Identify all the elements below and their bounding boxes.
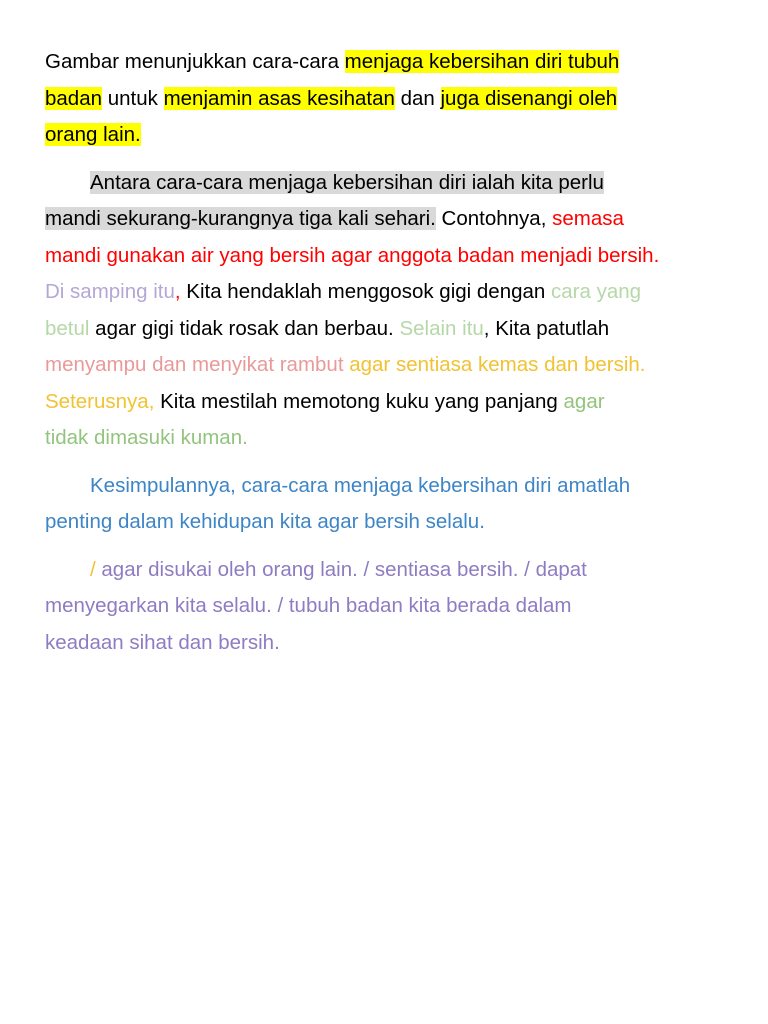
highlighted-text: juga disenangi oleh: [440, 86, 618, 110]
colored-text: penting dalam kehidupan kita agar bersih selalu.: [45, 510, 485, 533]
text-span: Gambar menunjukkan cara-cara: [45, 50, 345, 73]
highlighted-text: Antara cara-cara menjaga kebersihan diri ialah kita perlu: [90, 170, 604, 194]
text-span: Contohnya,: [435, 207, 553, 230]
paragraph-intro: [45, 44, 745, 154]
highlighted-text: orang lain.: [45, 123, 141, 146]
colored-text: menyegarkan kita selalu. / tubuh badan kita berada dalam: [45, 594, 572, 617]
colored-text: Seterusnya,: [45, 389, 155, 413]
text-span: agar gigi tidak rosak dan berbau.: [89, 316, 400, 340]
colored-text: agar: [563, 389, 605, 413]
text-line: [45, 238, 745, 275]
colored-text: keadaan sihat dan bersih.: [45, 630, 280, 654]
text-span: untuk: [102, 86, 164, 110]
document-page: [45, 44, 745, 661]
text-span: Kita mestilah memotong kuku yang panjang: [154, 389, 564, 413]
text-line: [45, 468, 745, 505]
colored-text: menyampu dan menyikat rambut: [45, 353, 344, 376]
text-line: [45, 347, 745, 384]
colored-text: /: [90, 557, 96, 581]
colored-text: Di samping itu: [45, 280, 175, 303]
text-line: [45, 588, 745, 625]
highlighted-text: menjaga kebersihan diri tubuh: [344, 50, 620, 73]
text-line: [45, 81, 745, 118]
paragraph-notes: [45, 552, 745, 662]
colored-text: agar sentiasa kemas dan bersih.: [343, 353, 646, 376]
colored-text: Kesimpulannya, cara-cara menjaga kebersihan diri amatlah: [90, 473, 631, 497]
paragraph-body: [45, 165, 745, 457]
colored-text: cara yang: [551, 280, 642, 303]
text-line: [45, 201, 745, 238]
colored-text: ,: [174, 280, 181, 303]
text-line: [45, 384, 745, 421]
colored-text: mandi gunakan air yang bersih agar anggota badan menjadi bersih.: [45, 243, 660, 267]
paragraph-conclusion: [45, 468, 745, 541]
colored-text: semasa: [552, 207, 624, 230]
text-line: [45, 625, 745, 662]
colored-text: Selain itu: [399, 316, 484, 340]
text-line: [45, 44, 745, 81]
highlighted-text: menjamin asas kesihatan: [163, 86, 395, 110]
text-line: [45, 504, 745, 541]
colored-text: agar disukai oleh orang lain. / sentiasa bersih. / dapat: [95, 557, 587, 581]
text-line: [45, 274, 745, 311]
colored-text: betul: [45, 316, 90, 340]
text-line: [45, 311, 745, 348]
text-line: [45, 420, 745, 457]
text-line: [45, 552, 745, 589]
text-line: [45, 165, 745, 202]
text-span: , Kita patutlah: [483, 316, 610, 340]
highlighted-text: badan: [45, 86, 103, 110]
text-span: dan: [394, 86, 441, 110]
text-line: [45, 117, 745, 154]
text-span: Kita hendaklah menggosok gigi dengan: [180, 280, 552, 303]
colored-text: tidak dimasuki kuman.: [45, 426, 248, 449]
highlighted-text: mandi sekurang-kurangnya tiga kali sehari.: [45, 207, 436, 230]
